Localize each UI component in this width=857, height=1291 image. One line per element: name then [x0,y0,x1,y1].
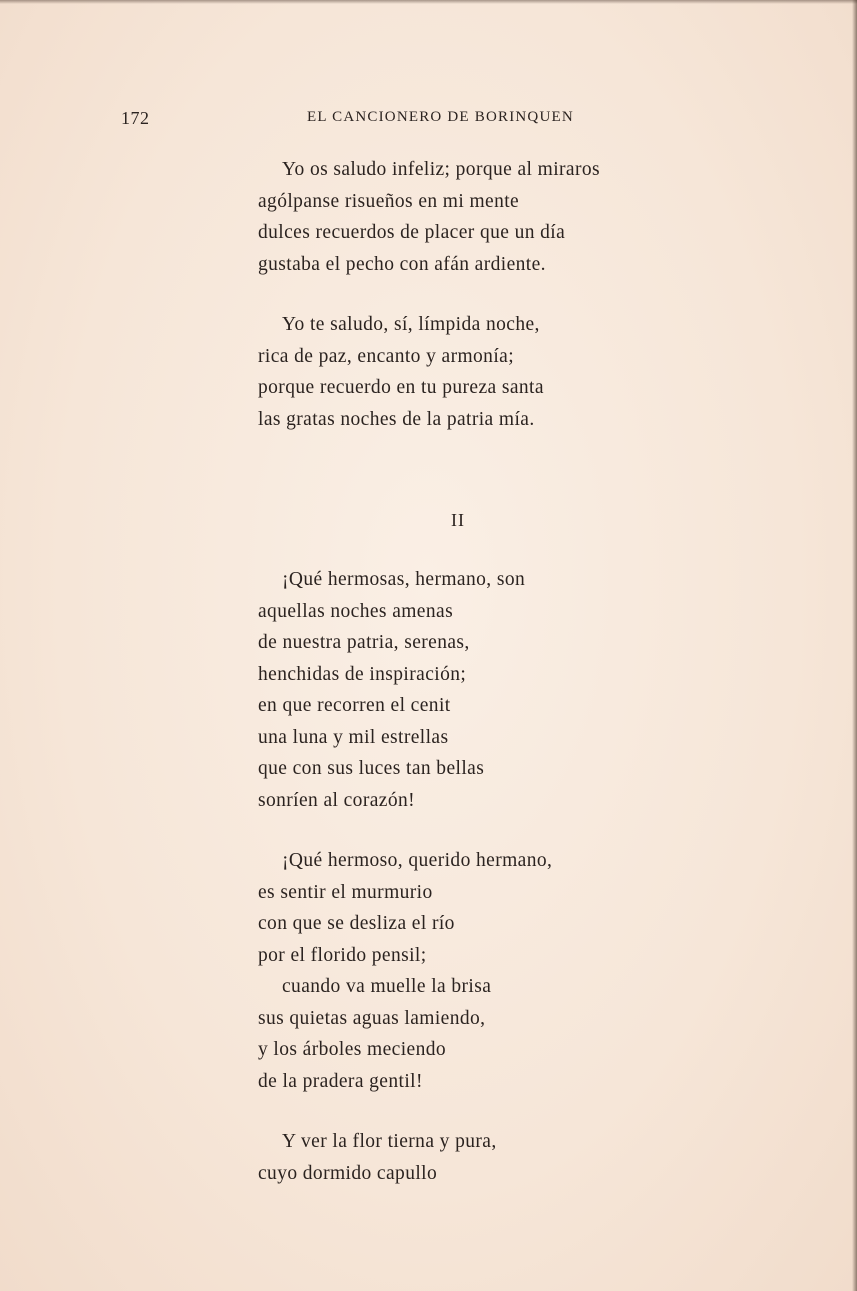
verse-line: Yo os saludo infeliz; porque al miraros [282,159,600,180]
verse-line: ¡Qué hermoso, querido hermano, [282,850,553,871]
verse-line: aquellas noches amenas [258,600,454,622]
verse-line: una luna y mil estrellas [258,726,449,748]
verse-line: las gratas noches de la patria mía. [258,408,535,430]
verse-line: Y ver la flor tierna y pura, [282,1131,497,1152]
verse-line: es sentir el murmurio [258,881,433,903]
verse-line: sus quietas aguas lamiendo, [258,1007,486,1029]
verse-line: de nuestra patria, serenas, [258,632,470,653]
stanza [258,845,798,1097]
verse-line: que con sus luces tan bellas [258,758,485,779]
verse-line: dulces recuerdos de placer que un día [258,222,566,243]
poem-part-two [258,564,798,1189]
page-right-edge [852,0,857,1291]
verse-line: sonríen al corazón! [258,789,416,811]
verse-line: henchidas de inspiración; [258,663,467,685]
stanza [258,154,798,280]
poem-part-one [258,154,798,435]
stanza [258,564,798,816]
verse-line: con que se desliza el río [258,913,455,934]
verse-line: cuando va muelle la brisa [282,976,492,997]
verse-line: y los árboles meciendo [258,1039,447,1060]
verse-line: Yo te saludo, sí, límpida noche, [282,314,540,335]
verse-line: rica de paz, encanto y armonía; [258,345,515,367]
verse-line: porque recuerdo en tu pureza santa [258,377,544,398]
section-numeral: II [451,510,465,530]
verse-line: cuyo dormido capullo [258,1162,438,1184]
verse-line: gustaba el pecho con afán ardiente. [258,253,546,275]
verse-line: en que recorren el cenit [258,695,451,716]
stanza [258,309,798,435]
page-number: 172 [121,108,150,128]
verse-line: ¡Qué hermosas, hermano, son [282,569,526,590]
stanza [258,1126,798,1189]
running-title: EL CANCIONERO DE BORINQUEN [307,109,574,125]
verse-line: por el florido pensil; [258,944,427,966]
verse-line: de la pradera gentil! [258,1070,423,1092]
page-top-edge [0,0,857,4]
verse-line: agólpanse risueños en mi mente [258,190,520,212]
